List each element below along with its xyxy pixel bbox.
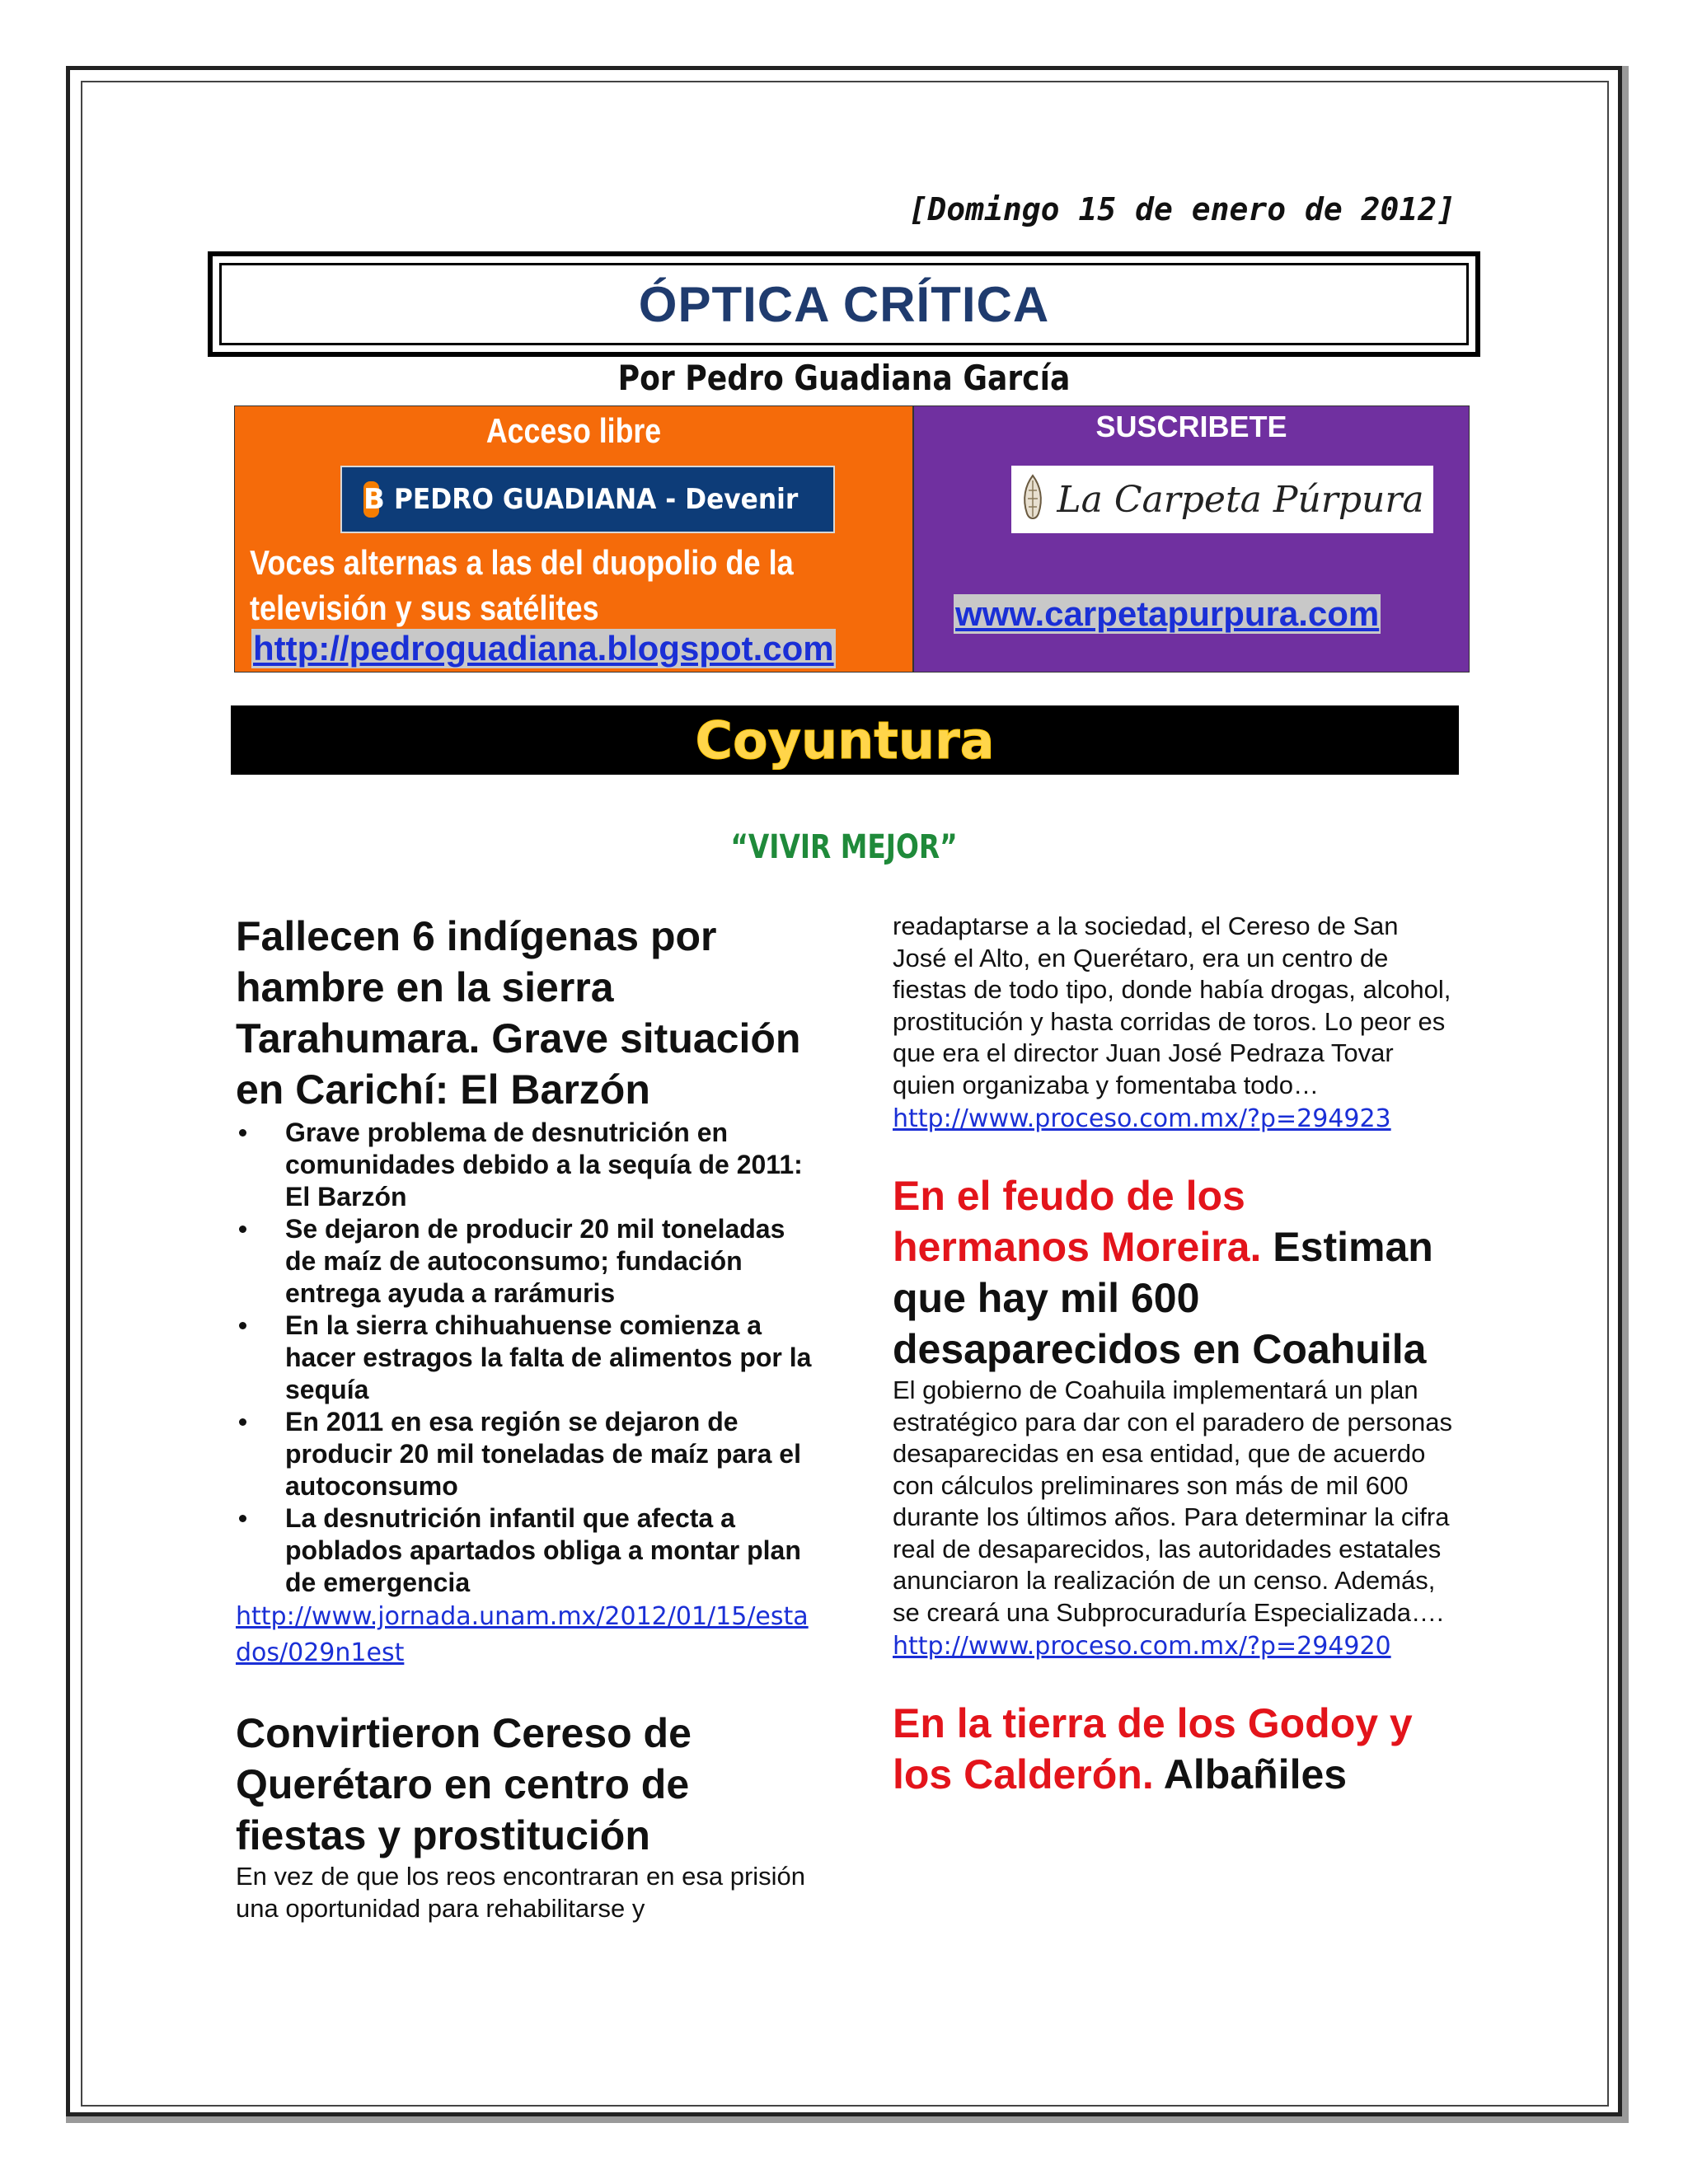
- section-label: Coyuntura: [695, 710, 995, 771]
- section-subtitle: “VIVIR MEJOR”: [730, 828, 958, 866]
- bullet-item: En 2011 en esa región se dejaron de producir 20 mil toneladas de maíz para el autoconsumo: [236, 1406, 813, 1502]
- blogger-badge-label: PEDRO GUADIANA - Devenir: [394, 483, 799, 516]
- blog-description: Voces alternas a las del duopolio de la televisión y sus satélites: [250, 543, 794, 627]
- article-link[interactable]: http://www.jornada.unam.mx/2012/01/15/estados/029n1est: [236, 1602, 809, 1667]
- bullet-item: Se dejaron de producir 20 mil toneladas de maíz de autoconsumo; fundación entrega ayuda a rarámuris: [236, 1213, 813, 1310]
- masthead-box: [208, 251, 1480, 357]
- blogger-icon: [363, 481, 379, 518]
- masthead-title: ÓPTICA CRÍTICA: [638, 276, 1050, 332]
- article-body-continued: readaptarse a la sociedad, el Cereso de San José el Alto, en Querétaro, era un centro de fiestas de todo tipo, donde había drogas, alcohol, prostitución y hasta corridas de toros. Lo peor es que era el director Juan José Pedraza Tovar quien organizaba y fomentaba todo…: [893, 912, 1451, 1099]
- free-access-box: [234, 405, 913, 673]
- article-bullets: [236, 1117, 813, 1599]
- article-headline: [893, 1170, 1453, 1375]
- bullet-item: Grave problema de desnutrición en comunidades debido a la sequía de 2011: El Barzón: [236, 1117, 813, 1213]
- article-headline: [893, 1698, 1453, 1800]
- bullet-item: En la sierra chihuahuense comienza a hacer estragos la falta de alimentos por la sequía: [236, 1310, 813, 1406]
- blogger-badge[interactable]: [340, 466, 835, 533]
- subscribe-box: [913, 405, 1470, 673]
- right-column: [893, 911, 1453, 1800]
- carpeta-logo-text: La Carpeta Púrpura: [1057, 478, 1424, 521]
- left-column: [236, 911, 813, 1924]
- subscribe-label: SUSCRIBETE: [1095, 410, 1287, 443]
- article-headline: Fallecen 6 indígenas por hambre en la sierra Tarahumara. Grave situación en Carichí: El Barzón: [236, 913, 801, 1113]
- headline-main: Estiman que hay mil 600 desaparecidos en Coahuila: [893, 1224, 1433, 1372]
- article-headline: Convirtieron Cereso de Querétaro en centro de fiestas y prostitución: [236, 1710, 692, 1858]
- issue-date: [Domingo 15 de enero de 2012]: [908, 191, 1456, 227]
- carpeta-link[interactable]: www.carpetapurpura.com: [955, 594, 1380, 633]
- free-access-label: Acceso libre: [485, 411, 662, 450]
- headline-main: Albañiles: [1163, 1751, 1348, 1797]
- carpeta-purpura-logo[interactable]: [1011, 466, 1433, 533]
- bullet-item: La desnutrición infantil que afecta a poblados apartados obliga a montar plan de emergencia: [236, 1502, 813, 1599]
- shell-icon: [1020, 474, 1045, 525]
- headline-kicker: En la tierra de los Godoy y los Calderón.: [893, 1700, 1413, 1797]
- blog-link[interactable]: http://pedroguadiana.blogspot.com: [253, 629, 834, 668]
- byline: Por Pedro Guadiana García: [617, 358, 1071, 398]
- headline-kicker: En el feudo de los hermanos Moreira.: [893, 1173, 1262, 1270]
- article-body: El gobierno de Coahuila implementará un plan estratégico para dar con el paradero de personas desaparecidas en esa entidad, que de acuerdo con cálculos preliminares son más de mil 600 durante los últimos años. Para determinar la cifra real de desaparecidos, las autoridades estatales anunciaron la realización de un censo. Además, se creará una Subprocuraduría Especializada….: [893, 1376, 1452, 1627]
- article-link[interactable]: http://www.proceso.com.mx/?p=294923: [893, 1104, 1391, 1133]
- article-body: En vez de que los reos encontraran en esa prisión una oportunidad para rehabilitarse y: [236, 1862, 806, 1923]
- article-link[interactable]: http://www.proceso.com.mx/?p=294920: [893, 1632, 1391, 1661]
- section-banner: [231, 705, 1459, 775]
